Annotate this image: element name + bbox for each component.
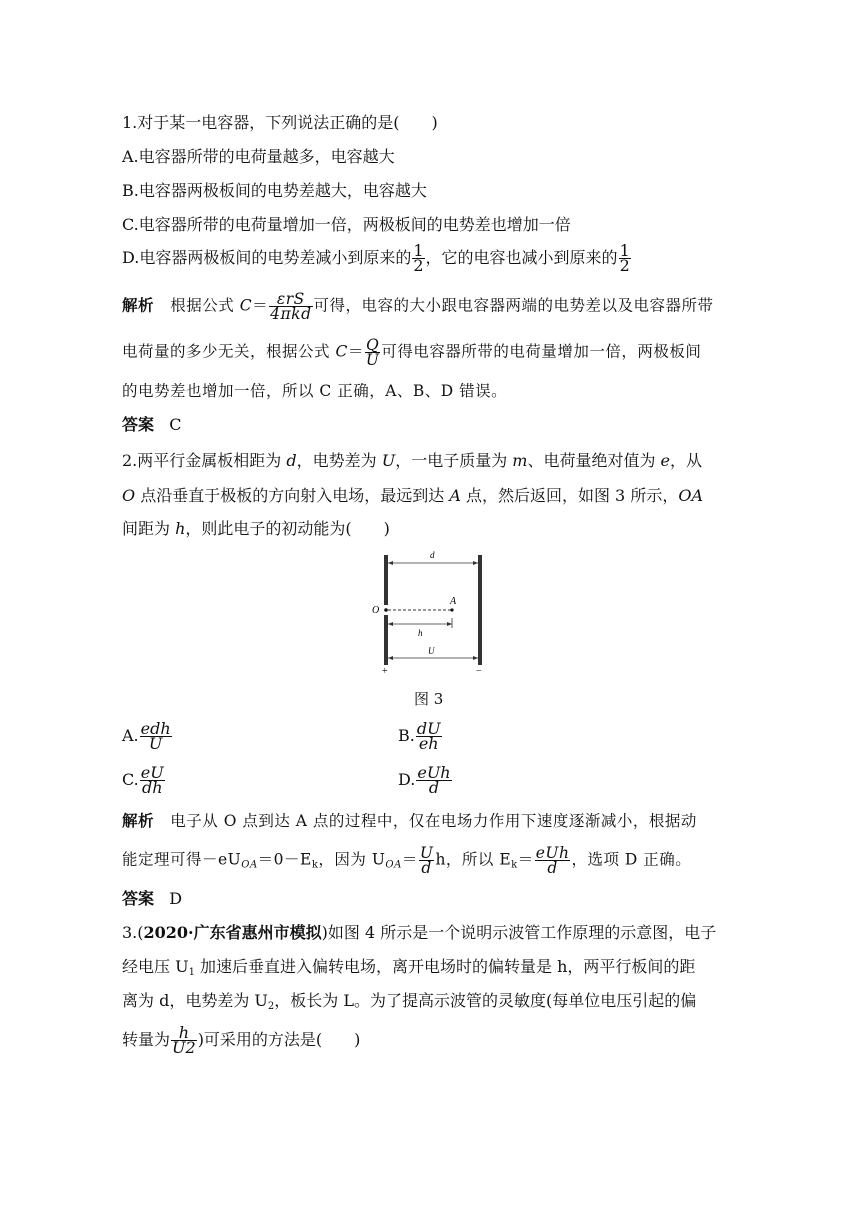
option-label: C. bbox=[122, 770, 139, 789]
stem-text: 、电荷量绝对值为 bbox=[527, 451, 661, 470]
q1-option-d-text: D.电容器两极板间的电势差减小到原来的 bbox=[122, 248, 412, 267]
figure-caption: 图 3 bbox=[414, 690, 444, 708]
q2-answer bbox=[122, 888, 182, 910]
right-plate bbox=[478, 555, 482, 665]
arrowhead bbox=[473, 656, 478, 660]
option-fraction bbox=[416, 763, 451, 797]
subscript: 2 bbox=[267, 1001, 275, 1012]
q2-stem-line-3 bbox=[122, 518, 390, 540]
analysis-text: 电荷量的多少无关，根据公式 bbox=[122, 342, 336, 361]
analysis-label: 解析 bbox=[122, 295, 155, 315]
fraction-numerator: eUh bbox=[535, 844, 570, 862]
q2-option-c bbox=[122, 763, 166, 797]
q2-stem-line-2 bbox=[122, 485, 703, 507]
q1-analysis-line-3: 的电势差也增加一倍，所以 C 正确，A、B、D 错误。 bbox=[122, 382, 508, 400]
arrowhead bbox=[473, 561, 478, 565]
fraction-numerator: εrS bbox=[269, 292, 312, 307]
stem-text: ，一电子质量为 bbox=[395, 451, 513, 470]
subscript: k bbox=[311, 859, 319, 871]
q1-answer bbox=[122, 414, 182, 436]
fraction-numerator: eUh bbox=[417, 763, 451, 782]
fraction-denominator: 2 bbox=[619, 256, 630, 275]
h-over-u2-fraction bbox=[171, 1023, 197, 1057]
q2-option-b bbox=[398, 719, 443, 753]
fraction-denominator: U2 bbox=[172, 1038, 196, 1057]
q1-analysis-line-2 bbox=[122, 338, 701, 367]
stem-text: )可采用的方法是( ) bbox=[197, 1030, 361, 1049]
answer-label: 答案 bbox=[122, 415, 155, 434]
analysis-text: ，因为 U bbox=[318, 850, 386, 869]
q3-stem-line-4 bbox=[122, 1023, 361, 1057]
analysis-text: 根据公式 bbox=[170, 296, 240, 315]
point-a bbox=[450, 608, 453, 611]
answer-value: D bbox=[169, 889, 183, 908]
q3-stem-line-2 bbox=[122, 956, 695, 984]
q3-stem-line-3 bbox=[122, 990, 696, 1018]
stem-text: 加速后垂直进入偏转电场，离开电场时的偏转量是 h，两平行板间的距 bbox=[194, 957, 696, 976]
equals: ＝ bbox=[347, 342, 364, 361]
stem-text: 间距为 bbox=[122, 519, 176, 538]
label-h: h bbox=[418, 628, 423, 638]
stem-text: 点沿垂直于极板的方向射入电场，最远到达 bbox=[135, 486, 450, 505]
fraction-denominator: dh bbox=[141, 778, 163, 797]
symbol-oa: OA bbox=[678, 486, 703, 505]
stem-text: 点，然后返回，如图 3 所示， bbox=[460, 486, 679, 505]
option-fraction bbox=[416, 719, 442, 753]
stem-text: 2.两平行金属板相距为 bbox=[122, 451, 287, 470]
question-source: 2020·广东省惠州市模拟 bbox=[143, 923, 322, 942]
u-over-d-fraction bbox=[419, 846, 435, 875]
label-u: U bbox=[428, 646, 435, 656]
option-label: A. bbox=[122, 726, 139, 745]
q2-option-a bbox=[122, 719, 173, 753]
fraction-denominator: U bbox=[148, 734, 163, 753]
fraction-denominator: eh bbox=[418, 734, 439, 753]
option-fraction bbox=[140, 763, 165, 797]
equals: ＝ bbox=[517, 850, 534, 869]
answer-label: 答案 bbox=[122, 889, 155, 908]
answer-value: C bbox=[169, 415, 182, 434]
fraction-denominator: U bbox=[365, 351, 380, 369]
subscript: 1 bbox=[188, 967, 195, 978]
q2-analysis-line-2 bbox=[122, 846, 691, 877]
q1-analysis-line-1 bbox=[122, 292, 714, 321]
symbol-c: C bbox=[335, 342, 348, 361]
fraction-numerator: U bbox=[419, 844, 434, 862]
capacitance-fraction bbox=[269, 292, 312, 321]
q1-option-d-text-2: ，它的电容也减小到原来的 bbox=[425, 248, 618, 267]
arrowhead bbox=[388, 656, 393, 660]
symbol-u: U bbox=[381, 451, 396, 470]
q1-option-c: C.电容器所带的电荷量增加一倍，两极板间的电势差也增加一倍 bbox=[122, 215, 571, 234]
half-fraction-2 bbox=[619, 241, 631, 275]
fraction-numerator: 1 bbox=[619, 241, 630, 260]
symbol-c: C bbox=[239, 296, 253, 315]
label-a: A bbox=[450, 596, 457, 607]
label-plus: + bbox=[382, 666, 388, 675]
analysis-text: ＝0－E bbox=[257, 850, 312, 869]
fraction-numerator: eU bbox=[140, 763, 164, 782]
fraction-denominator: d bbox=[421, 859, 432, 877]
fraction-denominator: 4πkd bbox=[270, 305, 312, 323]
symbol-o: O bbox=[122, 486, 136, 505]
fraction-denominator: 2 bbox=[413, 256, 424, 275]
fraction-denominator: d bbox=[547, 859, 558, 877]
symbol-d: d bbox=[286, 451, 297, 470]
figure-3-parallel-plates bbox=[360, 545, 500, 675]
analysis-text: h，所以 E bbox=[435, 850, 512, 869]
label-d: d bbox=[430, 550, 435, 560]
stem-text: 3.( bbox=[122, 923, 144, 942]
option-fraction bbox=[140, 719, 172, 753]
equals: ＝ bbox=[252, 296, 269, 315]
analysis-text: 能定理可得－eU bbox=[122, 850, 242, 869]
fraction-numerator: 1 bbox=[413, 241, 424, 260]
symbol-m: m bbox=[512, 451, 528, 470]
q1-option-b: B.电容器两极板间的电势差越大，电容越大 bbox=[122, 181, 427, 200]
option-label: B. bbox=[398, 726, 415, 745]
symbol-a: A bbox=[449, 486, 461, 505]
stem-text: ，电势差为 bbox=[296, 451, 382, 470]
q1-option-d bbox=[122, 241, 632, 275]
option-label: D. bbox=[398, 770, 416, 789]
stem-text: ，板长为 L。为了提高示波管的灵敏度(每单位电压引起的偏 bbox=[274, 991, 697, 1010]
analysis-label: 解析 bbox=[122, 811, 155, 830]
q1-stem: 1.对于某一电容器，下列说法正确的是( ) bbox=[122, 113, 438, 132]
stem-text: 转量为 bbox=[122, 1030, 171, 1049]
q-over-u-fraction bbox=[365, 338, 381, 367]
symbol-e: e bbox=[660, 451, 671, 470]
q3-stem-line-1 bbox=[122, 922, 716, 944]
left-plate-lower bbox=[384, 615, 388, 665]
arrowhead bbox=[447, 622, 452, 626]
arrowhead bbox=[388, 622, 393, 626]
fraction-numerator: Q bbox=[366, 336, 380, 354]
arrowhead bbox=[388, 561, 393, 565]
stem-text: ，从 bbox=[670, 451, 703, 470]
q2-option-d bbox=[398, 763, 453, 797]
subscript: OA bbox=[385, 859, 402, 871]
q2-analysis-line-1 bbox=[122, 810, 697, 832]
analysis-text: ，选项 D 正确。 bbox=[571, 850, 692, 869]
euh-over-d-fraction bbox=[535, 846, 571, 875]
analysis-text: 可得电容器所带的电荷量增加一倍，两极板间 bbox=[381, 342, 702, 361]
equals: ＝ bbox=[401, 850, 418, 869]
fraction-numerator: dU bbox=[416, 719, 441, 738]
q1-option-a: A.电容器所带的电荷量越多，电容越大 bbox=[122, 147, 395, 166]
stem-text: )如图 4 所示是一个说明示波管工作原理的示意图，电子 bbox=[321, 923, 717, 942]
label-minus: − bbox=[476, 666, 482, 675]
symbol-h: h bbox=[175, 519, 186, 538]
stem-text: 经电压 U bbox=[122, 957, 189, 976]
stem-text: 离为 d，电势差为 U bbox=[122, 991, 268, 1010]
left-plate-upper bbox=[384, 555, 388, 605]
subscript: k bbox=[511, 859, 518, 871]
stem-text: ，则此电子的初动能为( ) bbox=[185, 519, 390, 538]
analysis-text: 可得，电容的大小跟电容器两端的电势差以及电容器所带 bbox=[313, 296, 714, 315]
half-fraction bbox=[412, 241, 424, 275]
analysis-text: 电子从 O 点到达 A 点的过程中，仅在电场力作用下速度逐渐减小，根据动 bbox=[170, 812, 697, 830]
q2-stem-line-1 bbox=[122, 450, 702, 472]
subscript: OA bbox=[241, 859, 258, 871]
fraction-numerator: h bbox=[171, 1026, 197, 1041]
fraction-denominator: d bbox=[428, 778, 440, 797]
point-o bbox=[384, 608, 388, 612]
label-o: O bbox=[372, 605, 380, 616]
fraction-numerator: edh bbox=[140, 719, 171, 738]
